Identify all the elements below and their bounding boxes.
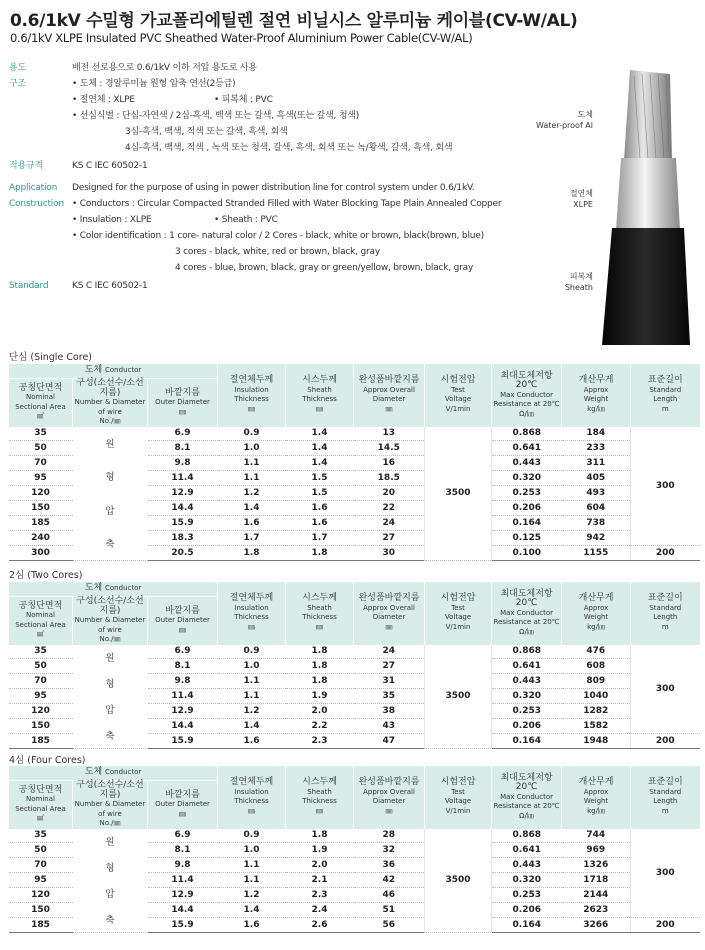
- structure-color-1: • 선심식별 : 단심-자연색 / 2심-흑색, 백색 또는 갈색, 흑색(또는 갈색, 청색): [72, 111, 360, 121]
- outer-diameter-cell: 6.9: [148, 829, 218, 843]
- use-label: 용도: [9, 63, 26, 73]
- resistance-cell: 0.164: [492, 515, 562, 530]
- cable-illustration: [590, 70, 695, 345]
- strand-char: 형: [105, 863, 115, 875]
- nominal-area-cell: 95: [9, 689, 73, 704]
- page-title-korean: 0.6/1kV 수밀형 가교폴리에틸렌 절연 비닐시스 알루미늄 케이블(CV-W/AL): [10, 11, 578, 31]
- sheath-thickness-cell: 1.4: [286, 441, 354, 456]
- outer-diameter-cell: 6.9: [148, 645, 218, 659]
- length-header: 표준길이 Standard Length m: [631, 364, 700, 427]
- standard-ko-label: 적용규격: [9, 161, 43, 171]
- resistance-cell: 0.868: [492, 829, 562, 843]
- resistance-cell: 0.868: [492, 427, 562, 441]
- overall-diameter-cell: 51: [354, 902, 425, 917]
- overall-diameter-cell: 14.5: [354, 441, 425, 456]
- outer-diameter-cell: 9.8: [148, 456, 218, 471]
- sheath-thickness-cell: 1.6: [286, 500, 354, 515]
- standard-length-cell: 200: [631, 917, 700, 932]
- sheath-thickness-cell: 2.2: [286, 718, 354, 733]
- cable-label-insulation: [525, 188, 593, 210]
- two-cores-title: 2심 (Two Cores): [9, 570, 83, 581]
- insulation-thickness-cell: 1.2: [218, 888, 286, 903]
- strand-char: 형: [105, 472, 115, 484]
- strands-header: 구성(소선수/소선지름) Number & Diameter of wire No./㎜: [73, 781, 148, 829]
- structure-conductor: • 도체 : 경알루미늄 원형 압축 연선(2등급): [72, 79, 236, 89]
- weight-cell: 311: [562, 456, 631, 471]
- resistance-header: 최대도체저항20℃ Max Conductor Resistance at 20℃ Ω/㎞: [492, 582, 562, 645]
- insulation-thickness-cell: 1.6: [218, 733, 286, 748]
- nominal-area-cell: 35: [9, 829, 73, 843]
- sheath-thickness-cell: 1.9: [286, 843, 354, 858]
- resistance-cell: 0.125: [492, 530, 562, 545]
- construction-color-3: 4 cores - blue, brown, black, gray or green/yellow, brown, black, gray: [175, 263, 474, 273]
- weight-header: 개산무게 Approx Weight kg/㎞: [562, 582, 631, 645]
- overall-diameter-cell: 56: [354, 917, 425, 932]
- cable-label-conductor-en: Water-proof Al: [535, 121, 593, 130]
- weight-cell: 1326: [562, 858, 631, 873]
- cable-label-sheath: [525, 271, 593, 293]
- standard-length-cell: 200: [631, 545, 700, 560]
- resistance-cell: 0.320: [492, 471, 562, 486]
- weight-cell: 942: [562, 530, 631, 545]
- strand-char: 축: [105, 730, 115, 742]
- weight-cell: 1582: [562, 718, 631, 733]
- structure-color-3: 4심-흑색, 백색, 적색 , 녹색 또는 청색, 갈색, 흑색, 회색 또는 녹/황색, 갈색, 흑색, 회색: [125, 143, 453, 153]
- outer-diameter-cell: 9.8: [148, 674, 218, 689]
- structure-label: 구조: [9, 79, 26, 89]
- resistance-cell: 0.443: [492, 456, 562, 471]
- outer-diameter-cell: 20.5: [148, 545, 218, 560]
- cable-label-insulation-ko: 절연체: [569, 189, 593, 198]
- spec-description: [9, 60, 519, 294]
- nominal-area-cell: 185: [9, 733, 73, 748]
- resistance-cell: 0.206: [492, 500, 562, 515]
- outer-diameter-cell: 12.9: [148, 888, 218, 903]
- table-row: [9, 645, 700, 659]
- nominal-area-cell: 300: [9, 545, 73, 560]
- sheath-thickness-cell: 1.9: [286, 689, 354, 704]
- outer-diameter-cell: 14.4: [148, 500, 218, 515]
- page-title-english: 0.6/1kV XLPE Insulated PVC Sheathed Water-Proof Aluminium Power Cable(CV-W/AL): [10, 31, 473, 45]
- weight-cell: 476: [562, 645, 631, 659]
- overall-diameter-cell: 24: [354, 645, 425, 659]
- overall-diameter-cell: 16: [354, 456, 425, 471]
- overall-diameter-cell: 28: [354, 829, 425, 843]
- cable-label-insulation-en: XLPE: [573, 200, 593, 209]
- nominal-area-cell: 95: [9, 873, 73, 888]
- single-core-title: 단심 (Single Core): [9, 352, 92, 363]
- nominal-area-cell: 35: [9, 645, 73, 659]
- resistance-cell: 0.253: [492, 486, 562, 501]
- insulation-thickness-cell: 1.1: [218, 858, 286, 873]
- insulation-thickness-cell: 1.1: [218, 689, 286, 704]
- conductor-header: 도체 Conductor: [9, 766, 218, 781]
- length-header: 표준길이 Standard Length m: [631, 766, 700, 829]
- insulation-thickness-cell: 1.1: [218, 873, 286, 888]
- construction-label: Construction: [9, 199, 64, 209]
- insulation-thickness-cell: 1.1: [218, 456, 286, 471]
- nominal-area-cell: 240: [9, 530, 73, 545]
- standard-length-cell: 300: [631, 645, 700, 734]
- resistance-cell: 0.868: [492, 645, 562, 659]
- sheath-thickness-cell: 1.8: [286, 545, 354, 560]
- sheath-thickness-cell: 2.4: [286, 902, 354, 917]
- resistance-header: 최대도체저항20℃ Max Conductor Resistance at 20℃ Ω/㎞: [492, 364, 562, 427]
- sheath-thickness-header: 시스두께 Sheath Thickness ㎜: [286, 582, 354, 645]
- insulation-thickness-cell: 1.6: [218, 917, 286, 932]
- overall-diameter-cell: 36: [354, 858, 425, 873]
- sheath-thickness-cell: 2.6: [286, 917, 354, 932]
- standard-en-text: KS C IEC 60502-1: [72, 281, 148, 291]
- sheath-thickness-cell: 1.4: [286, 427, 354, 441]
- spec-table-0: [8, 364, 700, 561]
- strand-char: 원: [105, 837, 115, 849]
- overall-diameter-cell: 24: [354, 515, 425, 530]
- insulation-thickness-cell: 1.1: [218, 674, 286, 689]
- overall-diameter-header: 완성품바깥지름 Approx Overall Diameter ㎜: [354, 766, 425, 829]
- resistance-cell: 0.206: [492, 902, 562, 917]
- cable-label-sheath-ko: 피복체: [569, 272, 593, 281]
- overall-diameter-cell: 27: [354, 659, 425, 674]
- test-voltage-cell: 3500: [425, 829, 492, 933]
- weight-cell: 405: [562, 471, 631, 486]
- weight-cell: 493: [562, 486, 631, 501]
- resistance-cell: 0.164: [492, 917, 562, 932]
- insulation-thickness-cell: 1.7: [218, 530, 286, 545]
- insulation-thickness-cell: 1.6: [218, 515, 286, 530]
- resistance-cell: 0.641: [492, 659, 562, 674]
- test-voltage-cell: 3500: [425, 427, 492, 561]
- overall-diameter-header: 완성품바깥지름 Approx Overall Diameter ㎜: [354, 582, 425, 645]
- strand-char: 형: [105, 679, 115, 691]
- resistance-header: 최대도체저항20℃ Max Conductor Resistance at 20℃ Ω/㎞: [492, 766, 562, 829]
- insulation-thickness-header: 절연체두께 Insulation Thickness ㎜: [218, 766, 286, 829]
- test-voltage-header: 시험전압 Test Voltage V/1min: [425, 582, 492, 645]
- strands-cell: [73, 645, 148, 749]
- overall-diameter-cell: 46: [354, 888, 425, 903]
- sheath-thickness-cell: 1.8: [286, 659, 354, 674]
- weight-cell: 1155: [562, 545, 631, 560]
- sheath-thickness-header: 시스두께 Sheath Thickness ㎜: [286, 364, 354, 427]
- nominal-area-cell: 50: [9, 441, 73, 456]
- strand-char: 축: [105, 914, 115, 926]
- nominal-area-cell: 120: [9, 704, 73, 719]
- cable-label-conductor-ko: 도체: [577, 110, 593, 119]
- standard-length-cell: 200: [631, 733, 700, 748]
- outer-diameter-header: 바깥지름 Outer Diameter ㎜: [148, 781, 218, 829]
- strand-char: 원: [105, 439, 115, 451]
- outer-diameter-cell: 12.9: [148, 704, 218, 719]
- test-voltage-header: 시험전압 Test Voltage V/1min: [425, 766, 492, 829]
- overall-diameter-cell: 31: [354, 674, 425, 689]
- insulation-thickness-header: 절연체두께 Insulation Thickness ㎜: [218, 582, 286, 645]
- nominal-area-cell: 185: [9, 515, 73, 530]
- weight-cell: 184: [562, 427, 631, 441]
- sheath-thickness-cell: 1.6: [286, 515, 354, 530]
- insulation-thickness-cell: 0.9: [218, 829, 286, 843]
- outer-diameter-cell: 18.3: [148, 530, 218, 545]
- cable-label-conductor: [525, 109, 593, 131]
- spec-table-1: [8, 582, 700, 749]
- conductor-header: 도체 Conductor: [9, 364, 218, 379]
- outer-diameter-cell: 11.4: [148, 873, 218, 888]
- outer-diameter-cell: 14.4: [148, 902, 218, 917]
- strand-char: 압: [105, 888, 115, 900]
- nominal-area-cell: 120: [9, 888, 73, 903]
- sheath-thickness-cell: 2.3: [286, 733, 354, 748]
- overall-diameter-cell: 43: [354, 718, 425, 733]
- outer-diameter-header: 바깥지름 Outer Diameter ㎜: [148, 597, 218, 645]
- nominal-area-cell: 50: [9, 843, 73, 858]
- nominal-area-header: 공칭단면적 Nominal Sectional Area ㎟: [9, 781, 73, 829]
- nominal-area-header: 공칭단면적 Nominal Sectional Area ㎟: [9, 597, 73, 645]
- resistance-cell: 0.253: [492, 704, 562, 719]
- insulation-thickness-cell: 1.0: [218, 441, 286, 456]
- overall-diameter-cell: 35: [354, 689, 425, 704]
- overall-diameter-cell: 30: [354, 545, 425, 560]
- overall-diameter-cell: 20: [354, 486, 425, 501]
- insulation-thickness-cell: 1.4: [218, 718, 286, 733]
- sheath-thickness-cell: 1.7: [286, 530, 354, 545]
- sheath-thickness-cell: 1.8: [286, 645, 354, 659]
- overall-diameter-cell: 27: [354, 530, 425, 545]
- sheath-thickness-cell: 1.4: [286, 456, 354, 471]
- weight-cell: 2144: [562, 888, 631, 903]
- resistance-cell: 0.253: [492, 888, 562, 903]
- construction-insulation: • Insulation : XLPE: [72, 215, 152, 225]
- insulation-thickness-cell: 1.4: [218, 902, 286, 917]
- strands-header: 구성(소선수/소선지름) Number & Diameter of wire No./㎜: [73, 597, 148, 645]
- sheath-thickness-cell: 2.0: [286, 704, 354, 719]
- resistance-cell: 0.100: [492, 545, 562, 560]
- nominal-area-cell: 35: [9, 427, 73, 441]
- construction-color-2: 3 cores - black, white, red or brown, black, gray: [175, 247, 380, 257]
- strands-cell: [73, 829, 148, 933]
- nominal-area-cell: 50: [9, 659, 73, 674]
- sheath-thickness-cell: 2.0: [286, 858, 354, 873]
- standard-en-label: Standard: [9, 281, 49, 291]
- overall-diameter-cell: 18.5: [354, 471, 425, 486]
- outer-diameter-cell: 14.4: [148, 718, 218, 733]
- sheath-thickness-header: 시스두께 Sheath Thickness ㎜: [286, 766, 354, 829]
- standard-length-cell: 300: [631, 829, 700, 918]
- weight-cell: 1282: [562, 704, 631, 719]
- overall-diameter-cell: 38: [354, 704, 425, 719]
- cable-label-sheath-en: Sheath: [564, 283, 593, 292]
- strand-char: 압: [105, 704, 115, 716]
- nominal-area-cell: 95: [9, 471, 73, 486]
- outer-diameter-cell: 15.9: [148, 733, 218, 748]
- resistance-cell: 0.164: [492, 733, 562, 748]
- outer-diameter-header: 바깥지름 Outer Diameter ㎜: [148, 379, 218, 427]
- nominal-area-cell: 70: [9, 858, 73, 873]
- outer-diameter-cell: 9.8: [148, 858, 218, 873]
- outer-diameter-cell: 12.9: [148, 486, 218, 501]
- overall-diameter-cell: 47: [354, 733, 425, 748]
- resistance-cell: 0.206: [492, 718, 562, 733]
- nominal-area-cell: 150: [9, 500, 73, 515]
- insulation-thickness-header: 절연체두께 Insulation Thickness ㎜: [218, 364, 286, 427]
- conductor-header: 도체 Conductor: [9, 582, 218, 597]
- sheath-thickness-cell: 1.5: [286, 486, 354, 501]
- outer-diameter-cell: 6.9: [148, 427, 218, 441]
- strands-cell: [73, 427, 148, 561]
- weight-cell: 1948: [562, 733, 631, 748]
- resistance-cell: 0.320: [492, 873, 562, 888]
- weight-cell: 1040: [562, 689, 631, 704]
- insulation-thickness-cell: 0.9: [218, 427, 286, 441]
- table-row: [9, 829, 700, 843]
- strands-header: 구성(소선수/소선지름) Number & Diameter of wire No./㎜: [73, 379, 148, 427]
- weight-cell: 233: [562, 441, 631, 456]
- insulation-thickness-cell: 1.0: [218, 659, 286, 674]
- use-text: 배전 선로용으로 0.6/1kV 이하 저압 용도로 사용: [72, 63, 257, 73]
- structure-sheath: • 피복체 : PVC: [214, 95, 273, 105]
- outer-diameter-cell: 8.1: [148, 659, 218, 674]
- nominal-area-cell: 185: [9, 917, 73, 932]
- insulation-thickness-cell: 1.1: [218, 471, 286, 486]
- overall-diameter-cell: 22: [354, 500, 425, 515]
- outer-diameter-cell: 8.1: [148, 843, 218, 858]
- weight-cell: 969: [562, 843, 631, 858]
- resistance-cell: 0.641: [492, 441, 562, 456]
- outer-diameter-cell: 11.4: [148, 471, 218, 486]
- overall-diameter-header: 완성품바깥지름 Approx Overall Diameter ㎜: [354, 364, 425, 427]
- four-cores-title: 4심 (Four Cores): [9, 755, 86, 766]
- nominal-area-cell: 70: [9, 674, 73, 689]
- resistance-cell: 0.443: [492, 674, 562, 689]
- weight-cell: 604: [562, 500, 631, 515]
- insulation-thickness-cell: 1.4: [218, 500, 286, 515]
- table-row: [9, 427, 700, 441]
- strand-char: 압: [105, 505, 115, 517]
- sheath-thickness-cell: 1.5: [286, 471, 354, 486]
- outer-diameter-cell: 8.1: [148, 441, 218, 456]
- nominal-area-cell: 120: [9, 486, 73, 501]
- nominal-area-cell: 70: [9, 456, 73, 471]
- insulation-thickness-cell: 1.8: [218, 545, 286, 560]
- overall-diameter-cell: 42: [354, 873, 425, 888]
- weight-cell: 3266: [562, 917, 631, 932]
- application-label: Application: [9, 183, 58, 193]
- construction-color-1: • Color identification : 1 core- natural color / 2 Cores - black, white or brown, black(brown, blue): [72, 231, 484, 241]
- nominal-area-cell: 150: [9, 718, 73, 733]
- application-text: Designed for the purpose of using in power distribution line for control system under 0.6/1kV.: [72, 183, 475, 193]
- weight-cell: 809: [562, 674, 631, 689]
- resistance-cell: 0.443: [492, 858, 562, 873]
- weight-cell: 2623: [562, 902, 631, 917]
- nominal-area-header: 공칭단면적 Nominal Sectional Area ㎟: [9, 379, 73, 427]
- overall-diameter-cell: 32: [354, 843, 425, 858]
- structure-color-2: 3심-흑색, 백색, 적색 또는 갈색, 흑색, 회색: [125, 127, 288, 137]
- test-voltage-header: 시험전압 Test Voltage V/1min: [425, 364, 492, 427]
- structure-insulation: • 절연체 : XLPE: [72, 95, 135, 105]
- outer-diameter-cell: 11.4: [148, 689, 218, 704]
- insulation-thickness-cell: 0.9: [218, 645, 286, 659]
- standard-length-cell: 300: [631, 427, 700, 546]
- standard-ko-text: KS C IEC 60502-1: [72, 161, 148, 171]
- construction-sheath: • Sheath : PVC: [214, 215, 278, 225]
- nominal-area-cell: 150: [9, 902, 73, 917]
- weight-cell: 1718: [562, 873, 631, 888]
- outer-diameter-cell: 15.9: [148, 917, 218, 932]
- insulation-thickness-cell: 1.2: [218, 486, 286, 501]
- weight-cell: 608: [562, 659, 631, 674]
- strand-char: 원: [105, 653, 115, 665]
- sheath-thickness-cell: 1.8: [286, 674, 354, 689]
- construction-conductors: • Conductors : Circular Compacted Stranded Filled with Water Blocking Tape Plain Annealed Copper: [72, 199, 502, 209]
- spec-table-2: [8, 766, 700, 933]
- outer-diameter-cell: 15.9: [148, 515, 218, 530]
- insulation-thickness-cell: 1.0: [218, 843, 286, 858]
- strand-char: 축: [105, 538, 115, 550]
- sheath-thickness-cell: 2.1: [286, 873, 354, 888]
- overall-diameter-cell: 13: [354, 427, 425, 441]
- sheath-thickness-cell: 2.3: [286, 888, 354, 903]
- weight-header: 개산무게 Approx Weight kg/㎞: [562, 364, 631, 427]
- length-header: 표준길이 Standard Length m: [631, 582, 700, 645]
- sheath-thickness-cell: 1.8: [286, 829, 354, 843]
- weight-cell: 738: [562, 515, 631, 530]
- resistance-cell: 0.320: [492, 689, 562, 704]
- weight-cell: 744: [562, 829, 631, 843]
- weight-header: 개산무게 Approx Weight kg/㎞: [562, 766, 631, 829]
- test-voltage-cell: 3500: [425, 645, 492, 749]
- insulation-thickness-cell: 1.2: [218, 704, 286, 719]
- resistance-cell: 0.641: [492, 843, 562, 858]
